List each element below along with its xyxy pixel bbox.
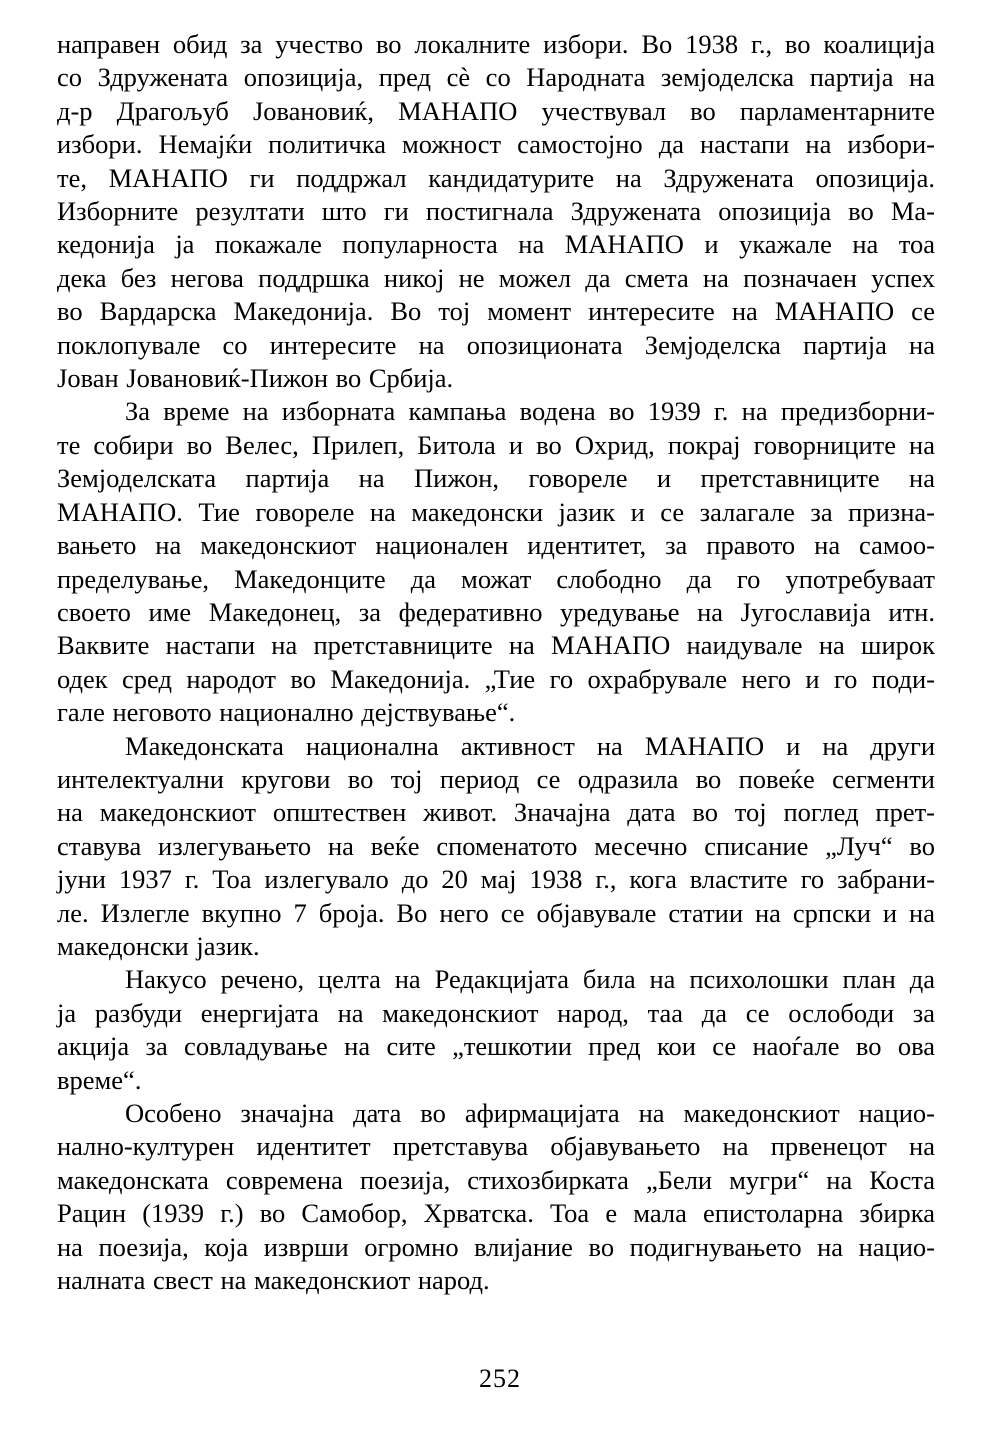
text-line: ја разбуди енергијата на македонскиот народ, таа да се ослободи за [57, 997, 935, 1028]
page-number: 252 [479, 1364, 521, 1393]
text-line: гале неговото национално дејствување“. [57, 697, 516, 728]
text-line: со Здружената опозиција, пред сè со Народната земјоделска партија на [57, 62, 935, 93]
text-line: кедонија ја покажале популарноста на МАНАПО и укажале на тоа [57, 229, 935, 260]
text-line: време“. [57, 1064, 142, 1095]
text-line: македонски јазик. [57, 930, 260, 961]
text-line: одек сред народот во Македонија. „Тие го охрабрувале него и го поди- [57, 663, 935, 694]
text-line: налната свест на македонскиот народ. [57, 1265, 490, 1296]
text-line: Македонската национална активност на МАНАПО и на други [125, 730, 935, 761]
text-line: те собири во Велес, Прилеп, Битола и во Охрид, покрај говорниците на [57, 429, 935, 460]
text-line: Изборните резултати што ги постигнала Здружената опозиција во Ма- [57, 196, 935, 227]
text-line: нално-културен идентитет претставува објавувањето на првенецот на [57, 1131, 935, 1162]
text-line: д-р Драгољуб Јовановиќ, МАНАПО учествувал во парламентарните [57, 95, 935, 126]
text-line: Особено значајна дата во афирмацијата на македонскиот нацио- [125, 1098, 935, 1128]
text-line: јуни 1937 г. Тоа излегувало до 20 мај 1938 г., кога властите го забрани- [57, 864, 935, 895]
text-line: Ваквите настапи на претставниците на МАНАПО наидувале на широк [57, 630, 935, 661]
text-line: Накусо речено, целта на Редакцијата била на психолошки план да [125, 964, 935, 995]
text-line: во Вардарска Македонија. Во тој момент интересите на МАНАПО се [57, 296, 935, 327]
text-line: ле. Излегле вкупно 7 броја. Во него се објавувале статии на српски и на [57, 897, 935, 928]
text-line: За време на изборната кампања водена во 1939 г. на предизборни- [125, 396, 935, 427]
text-line: те, МАНАПО ги поддржал кандидатурите на Здружената опозиција. [57, 162, 935, 193]
text-line: дека без негова поддршка никој не можел да смета на позначаен успех [57, 262, 935, 293]
text-line: вањето на македонскиот национален идентитет, за правото на самоо- [57, 530, 935, 561]
text-line: на поезија, која изврши огромно влијание во подигнувањето на нацио- [57, 1231, 935, 1262]
text-line: поклопувале со интересите на опозиционата Земјоделска партија на [57, 329, 935, 360]
text-line: ставува излегувањето на веќе споменатото месечно списание „Луч“ во [57, 830, 935, 861]
text-line: своето име Македонец, за федеративно уредување на Југославија итн. [57, 596, 935, 627]
text-line: на македонскиот општествен живот. Значајна дата во тој поглед прет- [57, 797, 935, 828]
text-line: пределување, Македонците да можат слободно да го употребуваат [57, 563, 935, 594]
text-line: избори. Немајќи политичка можност самостојно да настапи на избори- [57, 129, 935, 160]
text-line: интелектуални кругови во тој период се одразила во повеќе сегменти [57, 763, 935, 794]
text-line: МАНАПО. Тие говореле на македонски јазик и се залагале за призна- [57, 496, 935, 527]
text-line: Јован Јовановиќ-Пижон во Србија. [57, 363, 454, 394]
page-body [57, 28, 935, 1297]
text-line: Рацин (1939 г.) во Самобор, Хрватска. Тоа е мала епистоларна збирка [57, 1198, 935, 1229]
text-line: Земјоделската партија на Пижон, говореле и претставниците на [57, 463, 935, 494]
text-line: македонската современа поезија, стихозбирката „Бели мугри“ на Коста [57, 1164, 935, 1195]
text-line: акција за совладување на сите „тешкотии пред кои се наоѓале во ова [57, 1031, 935, 1062]
text-line: направен обид за учество во локалните избори. Во 1938 г., во коалиција [57, 29, 935, 59]
